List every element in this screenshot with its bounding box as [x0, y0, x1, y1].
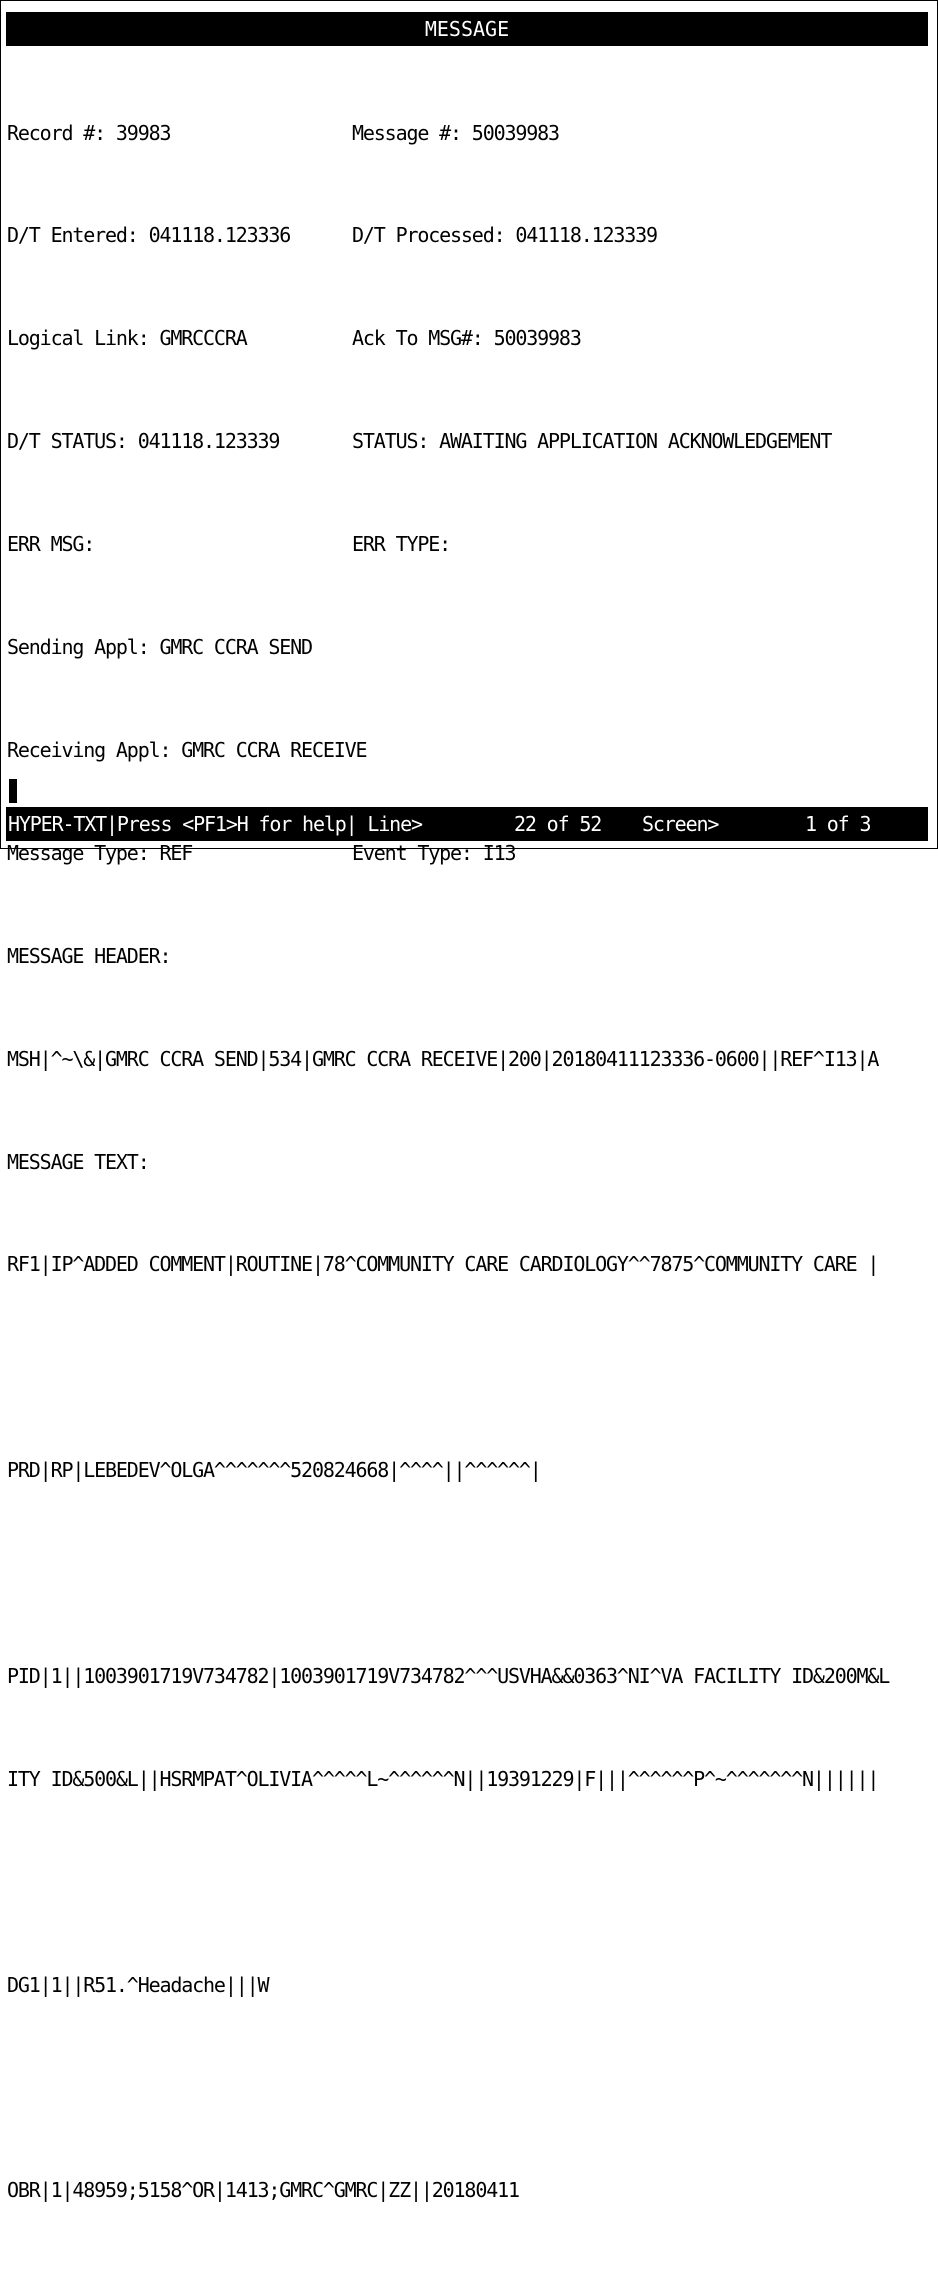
message-text-line: DG1|1||R51.^Headache|||W: [7, 1972, 269, 1997]
message-text-line: PID|1||1003901719V734782|1003901719V734782^^^USVHA&&0363^NI^VA FACILITY ID&200M&L: [7, 1663, 890, 1688]
message-text-line: [7, 1556, 931, 1590]
row-link: [7, 321, 931, 355]
row-dates: [7, 218, 931, 252]
message-text-line: RF1|IP^ADDED COMMENT|ROUTINE|78^COMMUNITY CARE CARDIOLOGY^^7875^COMMUNITY CARE |: [7, 1252, 879, 1277]
event-type: Event Type: I13: [352, 840, 516, 865]
message-text-line: [7, 2071, 931, 2105]
row-status: [7, 424, 931, 458]
receiving-application: Receiving Appl: GMRC CCRA RECEIVE: [7, 737, 367, 762]
row-errors: [7, 527, 931, 561]
message-status: STATUS: AWAITING APPLICATION ACKNOWLEDGEMENT: [352, 429, 832, 454]
row-record: [7, 116, 931, 150]
logical-link: Logical Link: GMRCCCRA: [7, 326, 247, 351]
ack-to-message: Ack To MSG#: 50039983: [352, 326, 581, 351]
status-help-prompt: HYPER-TXT|Press <PF1>H for help| Line>: [8, 812, 422, 836]
message-number: Message #: 50039983: [352, 120, 559, 145]
message-text-line: PRD|RP|LEBEDEV^OLGA^^^^^^^520824668|^^^^||^^^^^^|: [7, 1458, 541, 1483]
text-cursor: [9, 779, 17, 803]
line-position: 22 of 52: [514, 812, 602, 836]
date-entered: D/T Entered: 041118.123336: [7, 223, 291, 248]
message-text-line: OBR|1|48959;5158^OR|1413;GMRC^GMRC|ZZ||20180411: [7, 2178, 519, 2203]
error-type: ERR TYPE:: [352, 532, 451, 557]
record-number: Record #: 39983: [7, 120, 171, 145]
status-bar: [6, 807, 928, 841]
sending-application: Sending Appl: GMRC CCRA SEND: [7, 635, 312, 660]
screen-title: MESSAGE: [6, 12, 928, 46]
message-text-line: [7, 1350, 931, 1384]
date-processed: D/T Processed: 041118.123339: [352, 223, 657, 248]
message-text-label: MESSAGE TEXT:: [7, 1149, 149, 1174]
screen-label: Screen>: [642, 812, 719, 836]
error-message: ERR MSG:: [7, 532, 95, 557]
message-header-label: MESSAGE HEADER:: [7, 943, 171, 968]
message-text-line: [7, 1865, 931, 1899]
message-type: Message Type: REF: [7, 840, 193, 865]
message-detail: [7, 47, 931, 2276]
screen-position: 1 of 3: [805, 812, 871, 836]
message-text-line: ITY ID&500&L||HSRMPAT^OLIVIA^^^^^L~^^^^^^N||19391229|F|||^^^^^^P^~^^^^^^^N||||||: [7, 1766, 879, 1791]
message-header-text: MSH|^~\&|GMRC CCRA SEND|534|GMRC CCRA RECEIVE|200|20180411123336-0600||REF^I13|A: [7, 1046, 879, 1071]
date-status: D/T STATUS: 041118.123339: [7, 429, 280, 454]
